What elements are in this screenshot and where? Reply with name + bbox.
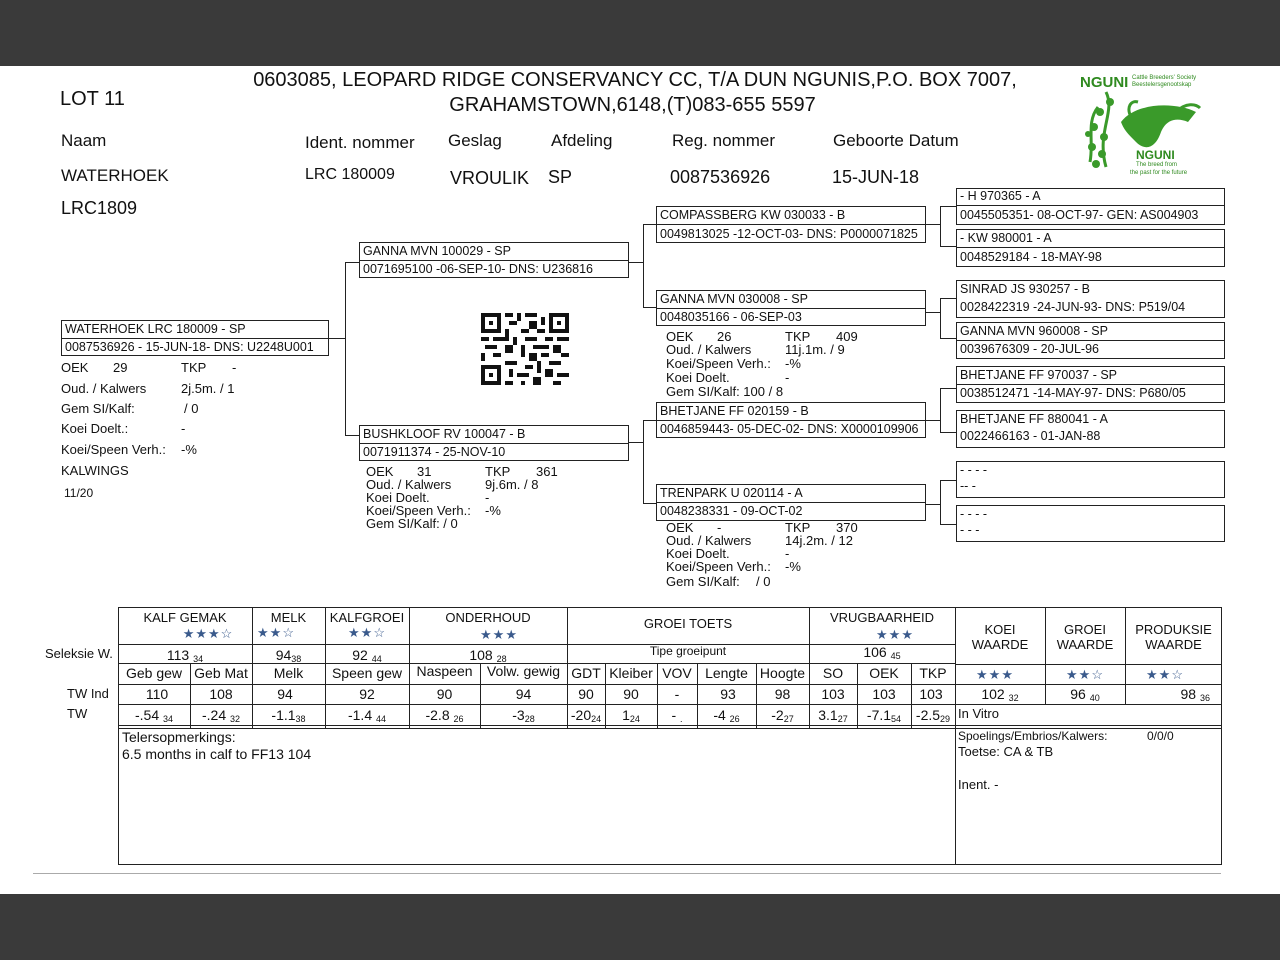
label-afdeling: Afdeling: [551, 131, 613, 150]
tw-so: [809, 707, 857, 724]
dam-dam-koei-value: -: [785, 546, 790, 561]
spoelings-value: 0/0/0: [1147, 729, 1174, 743]
gg-5-reg: 0038512471 -14-MAY-97- DNS: P680/05: [960, 386, 1186, 400]
label-reg: Reg. nommer: [672, 131, 775, 150]
logo-tagline-2: the past for the future: [1130, 170, 1188, 176]
dam-dam-tkp-value: 370: [836, 520, 858, 535]
row-label-seleksie: Seleksie W.: [45, 646, 113, 661]
subject-kalwings-label: KALWINGS: [61, 463, 129, 478]
subject-name: WATERHOEK LRC 180009 - SP: [65, 322, 246, 336]
col-kleiber: Kleiber: [609, 665, 653, 681]
qr-code-graphic: [481, 312, 569, 386]
col-geb-gew: Geb gew: [125, 665, 183, 681]
col-so: SO: [822, 665, 844, 681]
stars-vrugbaarheid: ★★★: [876, 627, 914, 642]
spoelings-label: Spoelings/Embrios/Kalwers:: [958, 729, 1108, 743]
seleksie-vrug: [809, 644, 955, 661]
seleksie-melk-acc: 38: [291, 654, 302, 664]
subject-gem-label: Gem SI/Kalf:: [61, 401, 135, 416]
twind-groei-waarde: [1045, 686, 1125, 703]
gg-3-reg: 0028422319 -24-JUN-93- DNS: P519/04: [960, 300, 1186, 314]
twind-volw-gewig: 94: [515, 686, 532, 702]
twind-gdt: 90: [578, 686, 594, 702]
pedigree-sire-sire: [656, 206, 926, 243]
pedigree-gg-8: [956, 505, 1225, 542]
animal-ident: LRC 180009: [305, 166, 395, 183]
tw-speen-gew-acc: 44: [376, 714, 387, 724]
subject-koei-label: Koei Doelt.:: [61, 421, 129, 436]
pedigree-dam: [359, 425, 629, 461]
group-onderhoud: ONDERHOUD: [445, 610, 531, 625]
label-geboorte: Geboorte Datum: [833, 131, 959, 150]
inent: Inent. -: [958, 777, 999, 792]
sire-dam-koei-value: -: [785, 370, 790, 385]
subject-koei-value: -: [181, 421, 186, 436]
sire-dam-koei-label: Koei Doelt.: [666, 370, 730, 385]
twind-geb-mat: 108: [209, 686, 233, 702]
dam-gem-label: Gem SI/Kalf: / 0: [366, 516, 458, 531]
twind-produksie-value: 98: [1180, 686, 1197, 702]
stars-groei-waarde: ★★☆: [1066, 667, 1104, 682]
pedigree-gg-7: [956, 461, 1225, 498]
twind-produksie-acc: 36: [1199, 693, 1210, 703]
twind-kleiber: 90: [623, 686, 639, 702]
subject-kalwings-value: 11/20: [64, 486, 94, 500]
toetse: Toetse: CA & TB: [958, 744, 1054, 759]
tw-geb-mat-acc: 32: [230, 714, 241, 724]
dam-name: BUSHKLOOF RV 100047 - B: [363, 427, 526, 441]
twind-oek: 103: [872, 686, 896, 702]
subject-oud-value: 2j.5m. / 1: [181, 381, 235, 396]
tw-geb-gew: [118, 707, 190, 724]
qr-code: [481, 312, 569, 386]
col-geb-mat: Geb Mat: [194, 665, 248, 681]
dam-speen-value: -%: [485, 503, 501, 518]
tw-vov-acc: .: [680, 714, 683, 724]
tw-so-value: 3.1: [818, 707, 838, 723]
logo-word: NGUNI: [1136, 148, 1175, 162]
dam-oud-value: 9j.6m. / 8: [485, 477, 539, 492]
dam-tkp-value: 361: [536, 464, 558, 479]
tw-so-acc: 27: [837, 714, 848, 724]
twind-speen-gew: 92: [359, 686, 375, 702]
tw-melk-acc: 38: [295, 714, 306, 724]
group-kalf-gemak: KALF GEMAK: [143, 610, 227, 625]
subject-gem-value: / 0: [184, 401, 199, 416]
col-speen-gew: Speen gew: [331, 665, 403, 681]
col-oek: OEK: [869, 665, 899, 681]
tw-tkp-value: -2.5: [915, 707, 941, 723]
tw-vov-value: -: [671, 707, 677, 723]
subject-oud-label: Oud. / Kalwers: [61, 381, 147, 396]
stars-kalfgroei: ★★☆: [348, 625, 386, 640]
sire-sire-name: COMPASSBERG KW 030033 - B: [660, 208, 846, 222]
col-volw-gewig: Volw. gewig: [486, 663, 561, 679]
tw-oek: [857, 707, 911, 724]
group-koei-waarde: KOEI WAARDE: [971, 622, 1029, 652]
tw-lengte-acc: 26: [729, 714, 740, 724]
seleksie-kalfgroei-acc: 44: [371, 654, 382, 664]
twind-hoogte: 98: [774, 686, 791, 702]
row-label-twind: TW Ind: [67, 686, 109, 701]
tw-geb-mat: [190, 707, 252, 724]
tw-naspeen-acc: 26: [453, 714, 464, 724]
subject-tkp-label: TKP: [181, 360, 207, 375]
animal-dob: 15-JUN-18: [832, 167, 920, 187]
gg-3-name: SINRAD JS 930257 - B: [960, 282, 1090, 296]
footer-rule: [33, 873, 1221, 874]
twind-lengte: 93: [720, 686, 736, 702]
logo-title: NGUNI: [1080, 74, 1129, 91]
twind-geb-gew: 110: [145, 686, 169, 702]
stars-produksie-waarde: ★★☆: [1146, 667, 1184, 682]
seleksie-melk: [252, 647, 325, 664]
remarks-title: Telersopmerkings:: [122, 729, 236, 745]
label-geslag: Geslag: [448, 131, 502, 150]
twind-koei-waarde: [955, 686, 1045, 703]
seleksie-vrug-acc: 45: [890, 651, 901, 661]
sire-dam-speen-label: Koei/Speen Verh.:: [666, 356, 771, 371]
twind-groei-acc: 40: [1089, 693, 1100, 703]
tw-vov: [657, 707, 697, 724]
col-hoogte: Hoogte: [759, 665, 806, 681]
tw-geb-mat-value: -.24: [201, 707, 227, 723]
gg-5-name: BHETJANE FF 970037 - SP: [960, 368, 1118, 382]
dam-oek-value: 31: [417, 464, 432, 479]
seleksie-kalf-acc: 34: [193, 654, 204, 664]
twind-vov: -: [674, 686, 680, 702]
dam-oek-label: OEK: [366, 464, 394, 479]
tw-lengte-value: -4: [713, 707, 726, 723]
group-groei-waarde: GROEI WAARDE: [1056, 622, 1114, 652]
seleksie-onderhoud-value: 108: [469, 647, 493, 663]
pedigree-dam-dam: [656, 484, 926, 521]
tw-lengte: [697, 707, 756, 724]
pedigree-gg-3: [956, 280, 1225, 318]
label-naam: Naam: [61, 131, 107, 150]
col-lengte: Lengte: [705, 665, 748, 681]
animal-code: LRC1809: [61, 198, 138, 218]
sire-dam-oud-value: 11j.1m. / 9: [785, 342, 845, 357]
pedigree-gg-1: [956, 188, 1225, 225]
sire-dam-name: GANNA MVN 030008 - SP: [660, 292, 808, 306]
stars-onderhoud: ★★★: [480, 627, 518, 642]
tw-naspeen-value: -2.8: [425, 707, 450, 723]
sire-dam-gem-label: Gem SI/Kalf: 100 / 8: [666, 384, 784, 399]
subject-speen-label: Koei/Speen Verh.:: [61, 442, 166, 457]
seleksie-vrug-value: 106: [863, 644, 887, 660]
tw-melk: [252, 707, 325, 724]
dam-dam-oud-value: 14j.2m. / 12: [785, 533, 853, 548]
stars-kalf-gemak: ★★★☆: [182, 626, 234, 641]
document-page: [0, 66, 1280, 894]
tw-hoogte-acc: 27: [783, 714, 794, 724]
col-gdt: GDT: [571, 665, 601, 681]
pedigree-gg-2: [956, 229, 1225, 267]
stars-melk: ★★☆: [257, 625, 295, 640]
group-kalfgroei: KALFGROEI: [329, 610, 405, 625]
logo-tagline-1: The breed from: [1136, 162, 1178, 168]
group-vrugbaarheid: VRUGBAARHEID: [829, 610, 935, 625]
tw-geb-gew-acc: 34: [163, 714, 174, 724]
seleksie-kalfgroei-value: 92: [352, 647, 368, 663]
dam-koei-label: Koei Doelt.: [366, 490, 430, 505]
sire-dam-oek-label: OEK: [666, 329, 694, 344]
tw-volw-gewig-value: -3: [512, 707, 525, 723]
pedigree-gg-4: [956, 322, 1225, 359]
twind-koei-value: 102: [981, 686, 1005, 702]
gg-7-name: - - - -: [960, 463, 988, 477]
gg-4-name: GANNA MVN 960008 - SP: [960, 324, 1108, 338]
dam-reg: 0071911374 - 25-NOV-10: [363, 445, 506, 459]
group-produksie-waarde: PRODUKSIE WAARDE: [1135, 622, 1212, 652]
gg-8-name: - - - -: [960, 507, 988, 521]
sire-name: GANNA MVN 100029 - SP: [363, 244, 511, 258]
col-tkp: TKP: [919, 665, 947, 681]
gg-4-reg: 0039676309 - 20-JUL-96: [960, 342, 1099, 356]
pedigree-gg-5: [956, 366, 1225, 403]
dam-dam-oud-label: Oud. / Kalwers: [666, 533, 752, 548]
row-label-tw: TW: [67, 706, 88, 721]
sire-dam-tkp-label: TKP: [785, 329, 811, 344]
subject-reg: 0087536926 - 15-JUN-18- DNS: U2248U001: [65, 340, 314, 354]
sire-dam-reg: 0048035166 - 06-SEP-03: [660, 310, 802, 324]
tw-volw-gewig: [480, 707, 567, 724]
dam-koei-value: -: [485, 490, 490, 505]
dam-sire-reg: 0046859443- 05-DEC-02- DNS: X0000109906: [660, 422, 919, 436]
animal-reg: 0087536926: [670, 167, 771, 187]
col-vov: VOV: [662, 665, 692, 681]
group-groei-toets: GROEI TOETS: [643, 616, 733, 631]
pedigree-dam-sire: [656, 402, 926, 438]
sire-reg: 0071695100 -06-SEP-10- DNS: U236816: [363, 262, 594, 276]
gg-2-name: - KW 980001 - A: [960, 231, 1052, 245]
animal-sex: VROULIK: [450, 168, 530, 188]
tw-speen-gew-value: -1.4: [347, 707, 373, 723]
dam-dam-reg: 0048238331 - 09-OCT-02: [660, 504, 803, 518]
seleksie-kalf-value: 113: [166, 647, 190, 663]
gg-6-name: BHETJANE FF 880041 - A: [960, 412, 1108, 426]
logo-sub-2: Beestelersgenootskap: [1132, 82, 1192, 88]
seleksie-melk-value: 94: [275, 647, 292, 663]
sire-dam-oud-label: Oud. / Kalwers: [666, 342, 752, 357]
subject-speen-value: -%: [181, 442, 197, 457]
label-ident: Ident. nommer: [305, 133, 415, 152]
gg-1-reg: 0045505351- 08-OCT-97- GEN: AS004903: [960, 208, 1199, 222]
dam-dam-name: TRENPARK U 020114 - A: [660, 486, 803, 500]
dam-dam-oek-value: -: [717, 520, 722, 535]
pedigree-subject: [61, 320, 329, 356]
col-melk: Melk: [273, 665, 304, 681]
tw-kleiber: [605, 707, 657, 724]
dam-dam-tkp-label: TKP: [785, 520, 811, 535]
pedigree-gg-6: [956, 410, 1225, 448]
tw-gdt: [567, 707, 605, 724]
twind-koei-acc: 32: [1008, 693, 1019, 703]
twind-so: 103: [821, 686, 845, 702]
animal-section: SP: [548, 167, 573, 187]
breeder-line-1: 0603085, LEOPARD RIDGE CONSERVANCY CC, T/A DUN NGUNIS,P.O. BOX 7007,: [253, 69, 1017, 91]
sire-sire-reg: 0049813025 -12-OCT-03- DNS: P0000071825: [660, 227, 918, 241]
tipe-groeipunt: Tipe groeipunt: [649, 644, 727, 658]
dam-dam-speen-value: -%: [785, 559, 801, 574]
logo-sub-1: Cattle Breeders' Society: [1132, 75, 1197, 81]
viewer-top-bar: [0, 0, 1280, 66]
gg-1-name: - H 970365 - A: [960, 189, 1041, 203]
dam-tkp-label: TKP: [485, 464, 511, 479]
col-naspeen: Naspeen: [416, 663, 473, 679]
subject-tkp-value: -: [232, 360, 237, 375]
stars-koei-waarde: ★★★: [976, 667, 1014, 682]
tw-gdt-acc: 24: [591, 714, 602, 724]
sire-dam-speen-value: -%: [785, 356, 801, 371]
tw-kleiber-value: 1: [622, 707, 630, 723]
gg-6-reg: 0022466163 - 01-JAN-88: [960, 429, 1101, 443]
seleksie-kalf: [118, 647, 252, 664]
twind-naspeen: 90: [436, 686, 453, 702]
tw-tkp: [911, 707, 955, 724]
twind-melk: 94: [277, 686, 293, 702]
remarks-text: 6.5 months in calf to FF13 104: [122, 746, 312, 762]
tw-kleiber-acc: 24: [629, 714, 640, 724]
dam-dam-koei-label: Koei Doelt.: [666, 546, 730, 561]
animal-name: WATERHOEK: [61, 166, 169, 185]
sire-dam-tkp-value: 409: [836, 329, 858, 344]
tw-hoogte-value: -2: [771, 707, 784, 723]
tw-tkp-acc: 29: [940, 714, 951, 724]
dam-speen-label: Koei/Speen Verh.:: [366, 503, 471, 518]
tw-geb-gew-value: -.54: [134, 707, 160, 723]
twind-groei-value: 96: [1070, 686, 1086, 702]
dam-dam-oek-label: OEK: [666, 520, 694, 535]
subject-oek-label: OEK: [61, 360, 89, 375]
pedigree-sire: [359, 242, 629, 278]
sire-dam-oek-value: 26: [717, 329, 732, 344]
dam-dam-gem-value: / 0: [756, 574, 771, 589]
twind-tkp: 103: [919, 686, 943, 702]
seleksie-onderhoud: [409, 647, 567, 664]
breeder-line-2: GRAHAMSTOWN,6148,(T)083-655 5597: [449, 94, 816, 116]
dam-oud-label: Oud. / Kalwers: [366, 477, 452, 492]
dam-sire-name: BHETJANE FF 020159 - B: [660, 404, 809, 418]
tw-speen-gew: [325, 707, 409, 724]
dam-dam-speen-label: Koei/Speen Verh.:: [666, 559, 771, 574]
seleksie-onderhoud-acc: 28: [496, 654, 507, 664]
viewer-bottom-bar: [0, 894, 1280, 960]
subject-oek-value: 29: [113, 360, 128, 375]
tw-melk-value: -1.1: [271, 707, 296, 723]
tw-oek-value: -7.1: [866, 707, 892, 723]
tw-hoogte: [756, 707, 809, 724]
lot-number: LOT 11: [60, 88, 125, 110]
gg-8-reg: - - -: [960, 523, 980, 537]
group-melk: MELK: [270, 610, 307, 625]
seleksie-kalfgroei: [325, 647, 409, 664]
twind-produksie-waarde: [1125, 686, 1222, 703]
dam-dam-gem-label: Gem SI/Kalf:: [666, 574, 740, 589]
pedigree-sire-dam: [656, 290, 926, 326]
in-vitro: In Vitro: [958, 706, 999, 721]
nguni-logo: [1076, 72, 1212, 178]
tw-volw-gewig-acc: 28: [524, 714, 535, 724]
tw-oek-acc: 54: [891, 714, 902, 724]
tw-gdt-value: -20: [570, 707, 592, 723]
tw-naspeen: [409, 707, 480, 724]
gg-7-reg: -- -: [960, 479, 976, 493]
gg-2-reg: 0048529184 - 18-MAY-98: [960, 250, 1102, 264]
